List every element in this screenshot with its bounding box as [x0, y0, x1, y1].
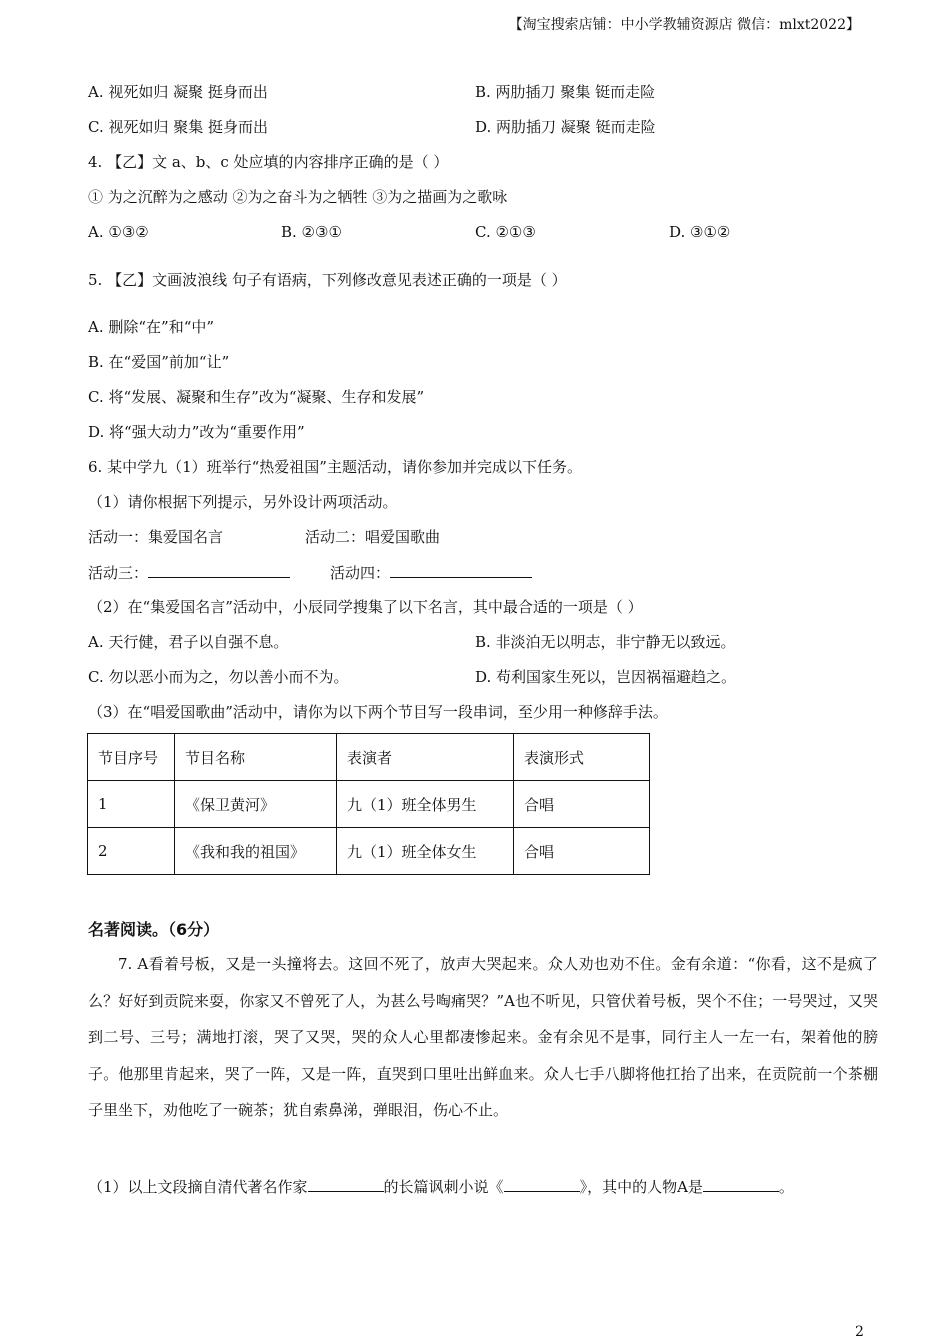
q7-passage [88, 946, 878, 1129]
q6-stem: 6. 某中学九（1）班举行“热爱祖国”主题活动，请你参加并完成以下任务。 [88, 458, 582, 476]
q4-option-c: C. ②①③ [475, 223, 536, 241]
q5-stem: 5. 【乙】文画波浪线 句子有语病，下列修改意见表述正确的一项是（ ） [88, 271, 567, 289]
q6-option-a: A. 天行健，君子以自强不息。 [88, 633, 289, 651]
table-cell: 合唱 [514, 781, 650, 828]
q7-author-blank[interactable] [308, 1176, 384, 1192]
table-cell: 2 [88, 828, 175, 875]
q4-option-b: B. ②③① [281, 223, 342, 241]
table-header: 节目序号 [88, 734, 175, 781]
table-header: 表演形式 [514, 734, 650, 781]
q6-activity-3 [88, 562, 290, 583]
table-cell: 九（1）班全体女生 [337, 828, 514, 875]
page-number: 2 [855, 1324, 864, 1340]
q6-option-d: D. 苟利国家生死以，岂因祸福避趋之。 [475, 668, 737, 686]
q3-option-b: B. 两肋插刀 聚集 铤而走险 [475, 83, 656, 101]
q4-option-a: A. ①③② [88, 223, 149, 241]
q6-activity-4 [330, 562, 532, 583]
q6-option-b: B. 非淡泊无以明志，非宁静无以致远。 [475, 633, 736, 651]
q6-activity-3-blank[interactable] [148, 562, 290, 578]
q4-items: ① 为之沉醉为之感动 ②为之奋斗为之牺牲 ③为之描画为之歌咏 [88, 188, 508, 206]
q6-activity-4-blank[interactable] [390, 562, 532, 578]
q6-activity-3-label: 活动三： [88, 564, 149, 582]
q4-option-d: D. ③①② [669, 223, 731, 241]
table-header-row [88, 734, 650, 781]
q3-option-c: C. 视死如归 聚集 挺身而出 [88, 118, 269, 136]
q5-option-b: B. 在“爱国”前加“让” [88, 353, 230, 371]
q3-option-d: D. 两肋插刀 凝聚 铤而走险 [475, 118, 656, 136]
table-cell: 《保卫黄河》 [175, 781, 337, 828]
table-cell: 1 [88, 781, 175, 828]
q6-sub2: （2）在“集爱国名言”活动中，小辰同学搜集了以下名言，其中最合适的一项是（ ） [88, 598, 643, 616]
table-cell: 九（1）班全体男生 [337, 781, 514, 828]
q3-option-a: A. 视死如归 凝聚 挺身而出 [88, 83, 268, 101]
q5-option-d: D. 将“强大动力”改为“重要作用” [88, 423, 305, 441]
q6-activity-2: 活动二：唱爱国歌曲 [305, 528, 441, 546]
q7-sub1-part1: （1）以上文段摘自清代著名作家 [88, 1178, 308, 1196]
q5-option-a: A. 删除“在”和“中” [88, 318, 215, 336]
q7-sub1-end: 。 [778, 1178, 794, 1196]
table-row [88, 781, 650, 828]
q7-passage-text: 7. A看着号板，又是一头撞将去。这回不死了，放声大哭起来。众人劝也劝不住。金有余道：“你看，这不是疯了么？好好到贡院来耍，你家又不曾死了人，为甚么号啕痛哭？”A也不听见，只管伏着号板，哭个不住；一号哭过，又哭到二号、三号；满地打滚，哭了又哭，哭的众人心里都凄惨起来。金有余见不是事，同行主人一左一右，架着他的膀子。他那里肯起来，哭了一阵，又是一阵，直哭到口里吐出鲜血来。众人七手八脚将他扛抬了出来，在贡院前一个茶棚子里坐下，劝他吃了一碗茶；犹自索鼻涕，弹眼泪，伤心不止。 [88, 955, 878, 1119]
table-header: 表演者 [337, 734, 514, 781]
q7-sub1-part2: 的长篇讽刺小说《 [383, 1178, 504, 1196]
table-cell: 《我和我的祖国》 [175, 828, 337, 875]
q6-option-c: C. 勿以恶小而为之，勿以善小而不为。 [88, 668, 349, 686]
table-row [88, 828, 650, 875]
page-header: 【淘宝搜索店铺：中小学教辅资源店 微信：mlxt2022】 [508, 17, 860, 33]
q7-novel-blank[interactable] [504, 1176, 580, 1192]
program-table [87, 733, 650, 875]
q7-sub1-part3: 》，其中的人物A是 [579, 1178, 703, 1196]
q6-activity-1: 活动一：集爱国名言 [88, 528, 224, 546]
q5-option-c: C. 将“发展、凝聚和生存”改为“凝聚、生存和发展” [88, 388, 425, 406]
section-title: 名著阅读。（6分） [88, 920, 220, 939]
q7-sub1 [88, 1176, 794, 1197]
q4-stem: 4. 【乙】文 a、b、c 处应填的内容排序正确的是（ ） [88, 153, 449, 171]
q6-sub1: （1）请你根据下列提示，另外设计两项活动。 [88, 493, 398, 511]
q6-activity-4-label: 活动四： [330, 564, 391, 582]
q6-sub3: （3）在“唱爱国歌曲”活动中，请你为以下两个节目写一段串词，至少用一种修辞手法。 [88, 703, 668, 721]
q7-character-blank[interactable] [703, 1176, 779, 1192]
table-header: 节目名称 [175, 734, 337, 781]
table-cell: 合唱 [514, 828, 650, 875]
